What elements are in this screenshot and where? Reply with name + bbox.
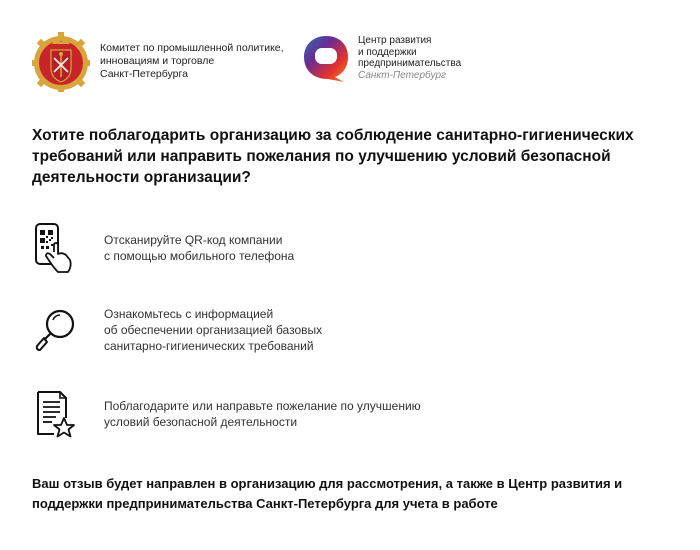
- center-city: Санкт-Петербург: [358, 69, 446, 81]
- committee-logo: [32, 30, 284, 92]
- step-line: с помощью мобильного телефона: [104, 249, 295, 263]
- committee-line: Санкт-Петербурга: [100, 67, 188, 80]
- step-text: [104, 306, 524, 354]
- step-line: условий безопасной деятельности: [104, 415, 298, 429]
- main-question: Хотите поблагодарить организацию за соблюдение санитарно-гигиенических требований или направить пожелания по улучшению условий безопасной деятельности организации?: [32, 127, 634, 186]
- step-text: [104, 232, 524, 264]
- header: [32, 30, 672, 100]
- step-line: Ознакомьтесь с информацией: [104, 307, 274, 321]
- document-star-icon: [32, 388, 80, 440]
- committee-line: инновациям и торговле: [100, 54, 215, 67]
- center-line: и поддержки: [358, 46, 417, 58]
- center-logo: [300, 32, 461, 84]
- phone-qr-icon: [32, 222, 80, 274]
- step-line: санитарно-гигиенических требований: [104, 339, 314, 353]
- step-text: [104, 398, 524, 430]
- step-line: Отсканируйте QR-код компании: [104, 233, 283, 247]
- committee-name: [100, 42, 284, 81]
- committee-line: Комитет по промышленной политике,: [100, 41, 284, 54]
- center-name: [358, 35, 461, 81]
- footer-note: Ваш отзыв будет направлен в организацию для рассмотрения, а также в Центр развития и поддержки предпринимательства Санкт-Петербурга для учета в работе: [32, 476, 623, 511]
- magnifier-icon: [32, 304, 80, 356]
- step-scan-qr: [32, 222, 524, 274]
- spb-emblem-icon: [32, 30, 90, 92]
- center-q-logo-icon: [300, 32, 352, 84]
- step-line: Поблагодарите или направьте пожелание по улучшению: [104, 399, 421, 413]
- step-review-info: [32, 304, 524, 356]
- step-send-feedback: [32, 388, 524, 440]
- center-line: Центр развития: [358, 35, 432, 46]
- step-line: об обеспечении организацией базовых: [104, 323, 323, 337]
- center-line: предпринимательства: [358, 58, 462, 69]
